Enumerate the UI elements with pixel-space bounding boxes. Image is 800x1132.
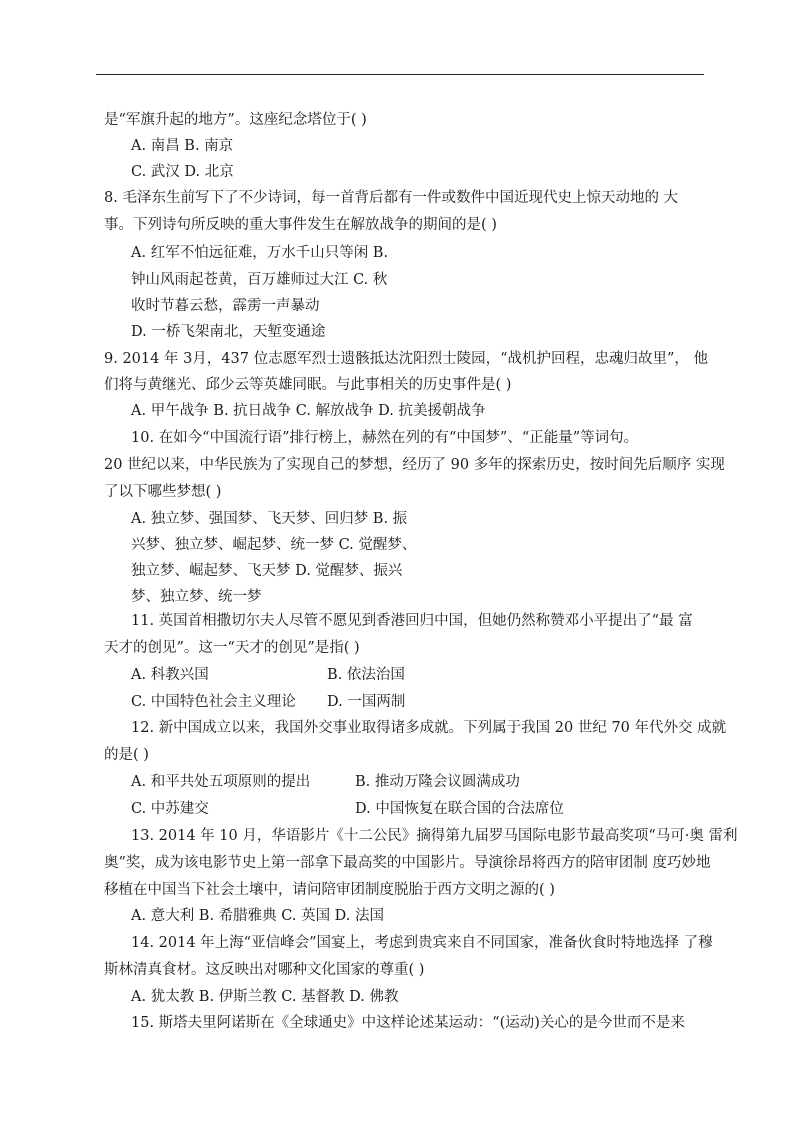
question-11-option-c: C. 中国特色社会主义理论: [131, 694, 296, 710]
question-10-stem-line-2: 20 世纪以来，中华民族为了实现自己的梦想，经历了 90 多年的探索历史，按时间先后顺序 实现: [104, 457, 725, 473]
question-10-options-line-2: 兴梦、独立梦、崛起梦、统一梦 C. 觉醒梦、: [131, 537, 417, 553]
question-9-stem: 9. 2014 年 3月，437 位志愿军烈士遗骸抵达沈阳烈士陵园，“战机护回程，忠魂归故里”， 他: [104, 351, 709, 367]
question-8-options-line-2: 钟山风雨起苍黄，百万雄师过大江 C. 秋: [131, 272, 388, 288]
question-13-options: A. 意大利 B. 希腊雅典 C. 英国 D. 法国: [131, 908, 385, 924]
question-8-options-line-4: D. 一桥飞架南北，天堑变通途: [131, 324, 326, 340]
question-10-options-line-4: 梦、独立梦、统一梦: [131, 589, 262, 605]
question-10-options-line-3: 独立梦、崛起梦、飞天梦 D. 觉醒梦、振兴: [131, 563, 403, 579]
question-8-stem: 8. 毛泽东生前写下了不少诗词，每一首背后都有一件或数件中国近现代史上惊天动地的 大: [104, 190, 679, 206]
question-12-option-c: C. 中苏建交: [131, 801, 209, 817]
question-12-option-d: D. 中国恢复在联合国的合法席位: [355, 801, 564, 817]
question-12-stem: 12. 新中国成立以来，我国外交事业取得诸多成就。下列属于我国 20 世纪 70 年代外交 成就: [131, 720, 727, 736]
question-9-stem-line-2: 们将与黄继光、邱少云等英雄同眠。与此事相关的历史事件是( ): [104, 377, 512, 393]
question-11-option-b: B. 依法治国: [327, 667, 405, 683]
question-11-option-d: D. 一国两制: [327, 694, 406, 710]
question-14-stem-line-2: 斯林清真食材。这反映出对哪种文化国家的尊重( ): [104, 962, 425, 978]
question-12-option-b: B. 推动万隆会议圆满成功: [355, 774, 520, 790]
question-11-stem: 11. 英国首相撒切尔夫人尽管不愿见到香港回归中国，但她仍然称赞邓小平提出了“最 富: [131, 613, 693, 629]
question-9-options: A. 甲午战争 B. 抗日战争 C. 解放战争 D. 抗美援朝战争: [131, 403, 486, 419]
question-14-stem: 14. 2014 年上海“亚信峰会”国宴上，考虑到贵宾来自不同国家，准备伙食时特地选择 了穆: [131, 935, 713, 951]
question-7-options-cd: C. 武汉 D. 北京: [131, 164, 234, 180]
question-10-stem-line-3: 了以下哪些梦想( ): [104, 484, 222, 500]
question-8-stem-line-2: 事。下列诗句所反映的重大事件发生在解放战争的期间的是( ): [104, 217, 497, 233]
question-8-options-line-3: 收时节暮云愁，霹雳一声暴动: [131, 298, 320, 314]
question-11-stem-line-2: 天才的创见”。这一“天才的创见”是指( ): [104, 640, 360, 656]
question-7-options-ab: A. 南昌 B. 南京: [131, 138, 234, 154]
question-12-stem-line-2: 的是( ): [104, 747, 149, 763]
question-12-option-a: A. 和平共处五项原则的提出: [131, 774, 311, 790]
header-rule: [96, 74, 704, 75]
question-11-option-a: A. 科教兴国: [131, 667, 209, 683]
question-14-options: A. 犹太教 B. 伊斯兰教 C. 基督教 D. 佛教: [131, 989, 399, 1005]
question-13-stem-line-3: 移植在中国当下社会土壤中，请问陪审团制度脱胎于西方文明之源的( ): [104, 882, 555, 898]
question-7-stem-continued: 是“军旗升起的地方”。这座纪念塔位于( ): [104, 112, 367, 128]
question-13-stem: 13. 2014 年 10 月，华语影片《十二公民》摘得第九届罗马国际电影节最高奖项“马可·奥 雷利: [131, 828, 738, 844]
question-10-stem: 10. 在如今“中国流行语”排行榜上，赫然在列的有“中国梦”、“正能量”等词句。: [131, 430, 639, 446]
question-10-options-line-1: A. 独立梦、强国梦、飞天梦、回归梦 B. 振: [131, 511, 408, 527]
question-13-stem-line-2: 奥”奖，成为该电影节史上第一部拿下最高奖的中国影片。导演徐昂将西方的陪审团制 度巧妙地: [104, 855, 711, 871]
question-8-options-line-1: A. 红军不怕远征难，万水千山只等闲 B.: [131, 245, 389, 261]
question-15-stem: 15. 斯塔夫里阿诺斯在《全球通史》中这样论述某运动：“(运动)关心的是今世而不是来: [131, 1015, 685, 1031]
